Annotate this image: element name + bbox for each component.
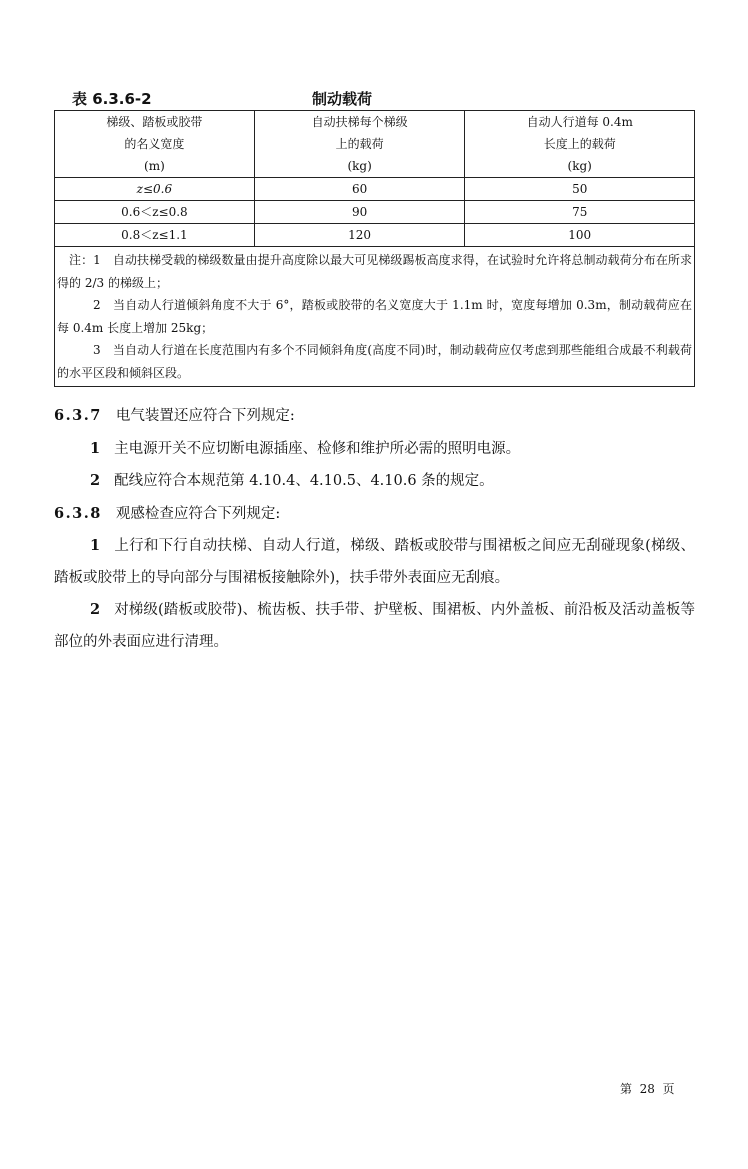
section-heading [54, 400, 695, 433]
page-number: 第 28 页 [620, 1082, 675, 1096]
table-cell: z≤0.6 [55, 178, 255, 201]
table-number: 表 6.3.6-2 [72, 90, 152, 108]
table-cell: 50 [465, 178, 695, 201]
item-number: 2 [90, 472, 101, 489]
section-text: 观感检查应符合下列规定: [115, 505, 281, 522]
table-cell: 120 [254, 224, 465, 247]
header-width: 梯级、踏板或胶带 的名义宽度 (m) [55, 111, 255, 178]
item-text: 上行和下行自动扶梯、自动人行道，梯级、踏板或胶带与围裙板之间应无刮碰现象(梯级、踏板或胶带上的导向部分与围裙板接触除外)，扶手带外表面应无刮痕。 [54, 538, 695, 586]
body-text [54, 400, 695, 658]
header-walkway-load: 自动人行道每 0.4m 长度上的载荷 (kg) [465, 111, 695, 178]
table-note-2: 2 当自动人行道倾斜角度不大于 6°，踏板或胶带的名义宽度大于 1.1m 时，宽度每增加 0.3m，制动载荷应在每 0.4m 长度上增加 25kg； [57, 298, 692, 335]
table-caption [54, 88, 695, 110]
table-cell: 75 [465, 201, 695, 224]
table-cell: 90 [254, 201, 465, 224]
table-note-3: 3 当自动人行道在长度范围内有多个不同倾斜角度(高度不同)时，制动载荷应仅考虑到那些能组合成最不利载荷的水平区段和倾斜区段。 [57, 343, 692, 380]
list-item [54, 465, 695, 498]
table-cell: 0.6＜z≤0.8 [55, 201, 255, 224]
header-escalator-load: 自动扶梯每个梯级 上的载荷 (kg) [254, 111, 465, 178]
section-heading [54, 498, 695, 531]
table-row [55, 201, 695, 224]
brake-load-table [54, 110, 695, 387]
list-item [54, 594, 695, 658]
item-text: 对梯级(踏板或胶带)、梳齿板、扶手带、护壁板、围裙板、内外盖板、前沿板及活动盖板等部位的外表面应进行清理。 [54, 602, 695, 650]
table-notes-row [55, 247, 695, 387]
item-number: 1 [90, 537, 101, 554]
table-row [55, 224, 695, 247]
table-row [55, 178, 695, 201]
item-text: 配线应符合本规范第 4.10.4、4.10.5、4.10.6 条的规定。 [114, 473, 494, 489]
item-number: 2 [90, 601, 101, 618]
section-number: 6.3.7 [54, 407, 102, 424]
item-text: 主电源开关不应切断电源插座、检修和维护所必需的照明电源。 [114, 440, 521, 457]
section-number: 6.3.8 [54, 504, 102, 522]
table-cell: 100 [465, 224, 695, 247]
table-cell: 60 [254, 178, 465, 201]
table-title: 制动载荷 [312, 90, 373, 108]
section-text: 电气装置还应符合下列规定: [115, 408, 295, 424]
item-number: 1 [90, 439, 101, 457]
list-item [54, 530, 695, 594]
table-note-1: 注：1 自动扶梯受载的梯级数量由提升高度除以最大可见梯级踢板高度求得，在试验时允许将总制动载荷分布在所求得的 2/3 的梯级上； [57, 253, 692, 290]
table-notes [55, 247, 695, 387]
table-header-row [55, 111, 695, 178]
list-item [54, 433, 695, 466]
table-cell: 0.8＜z≤1.1 [55, 224, 255, 247]
